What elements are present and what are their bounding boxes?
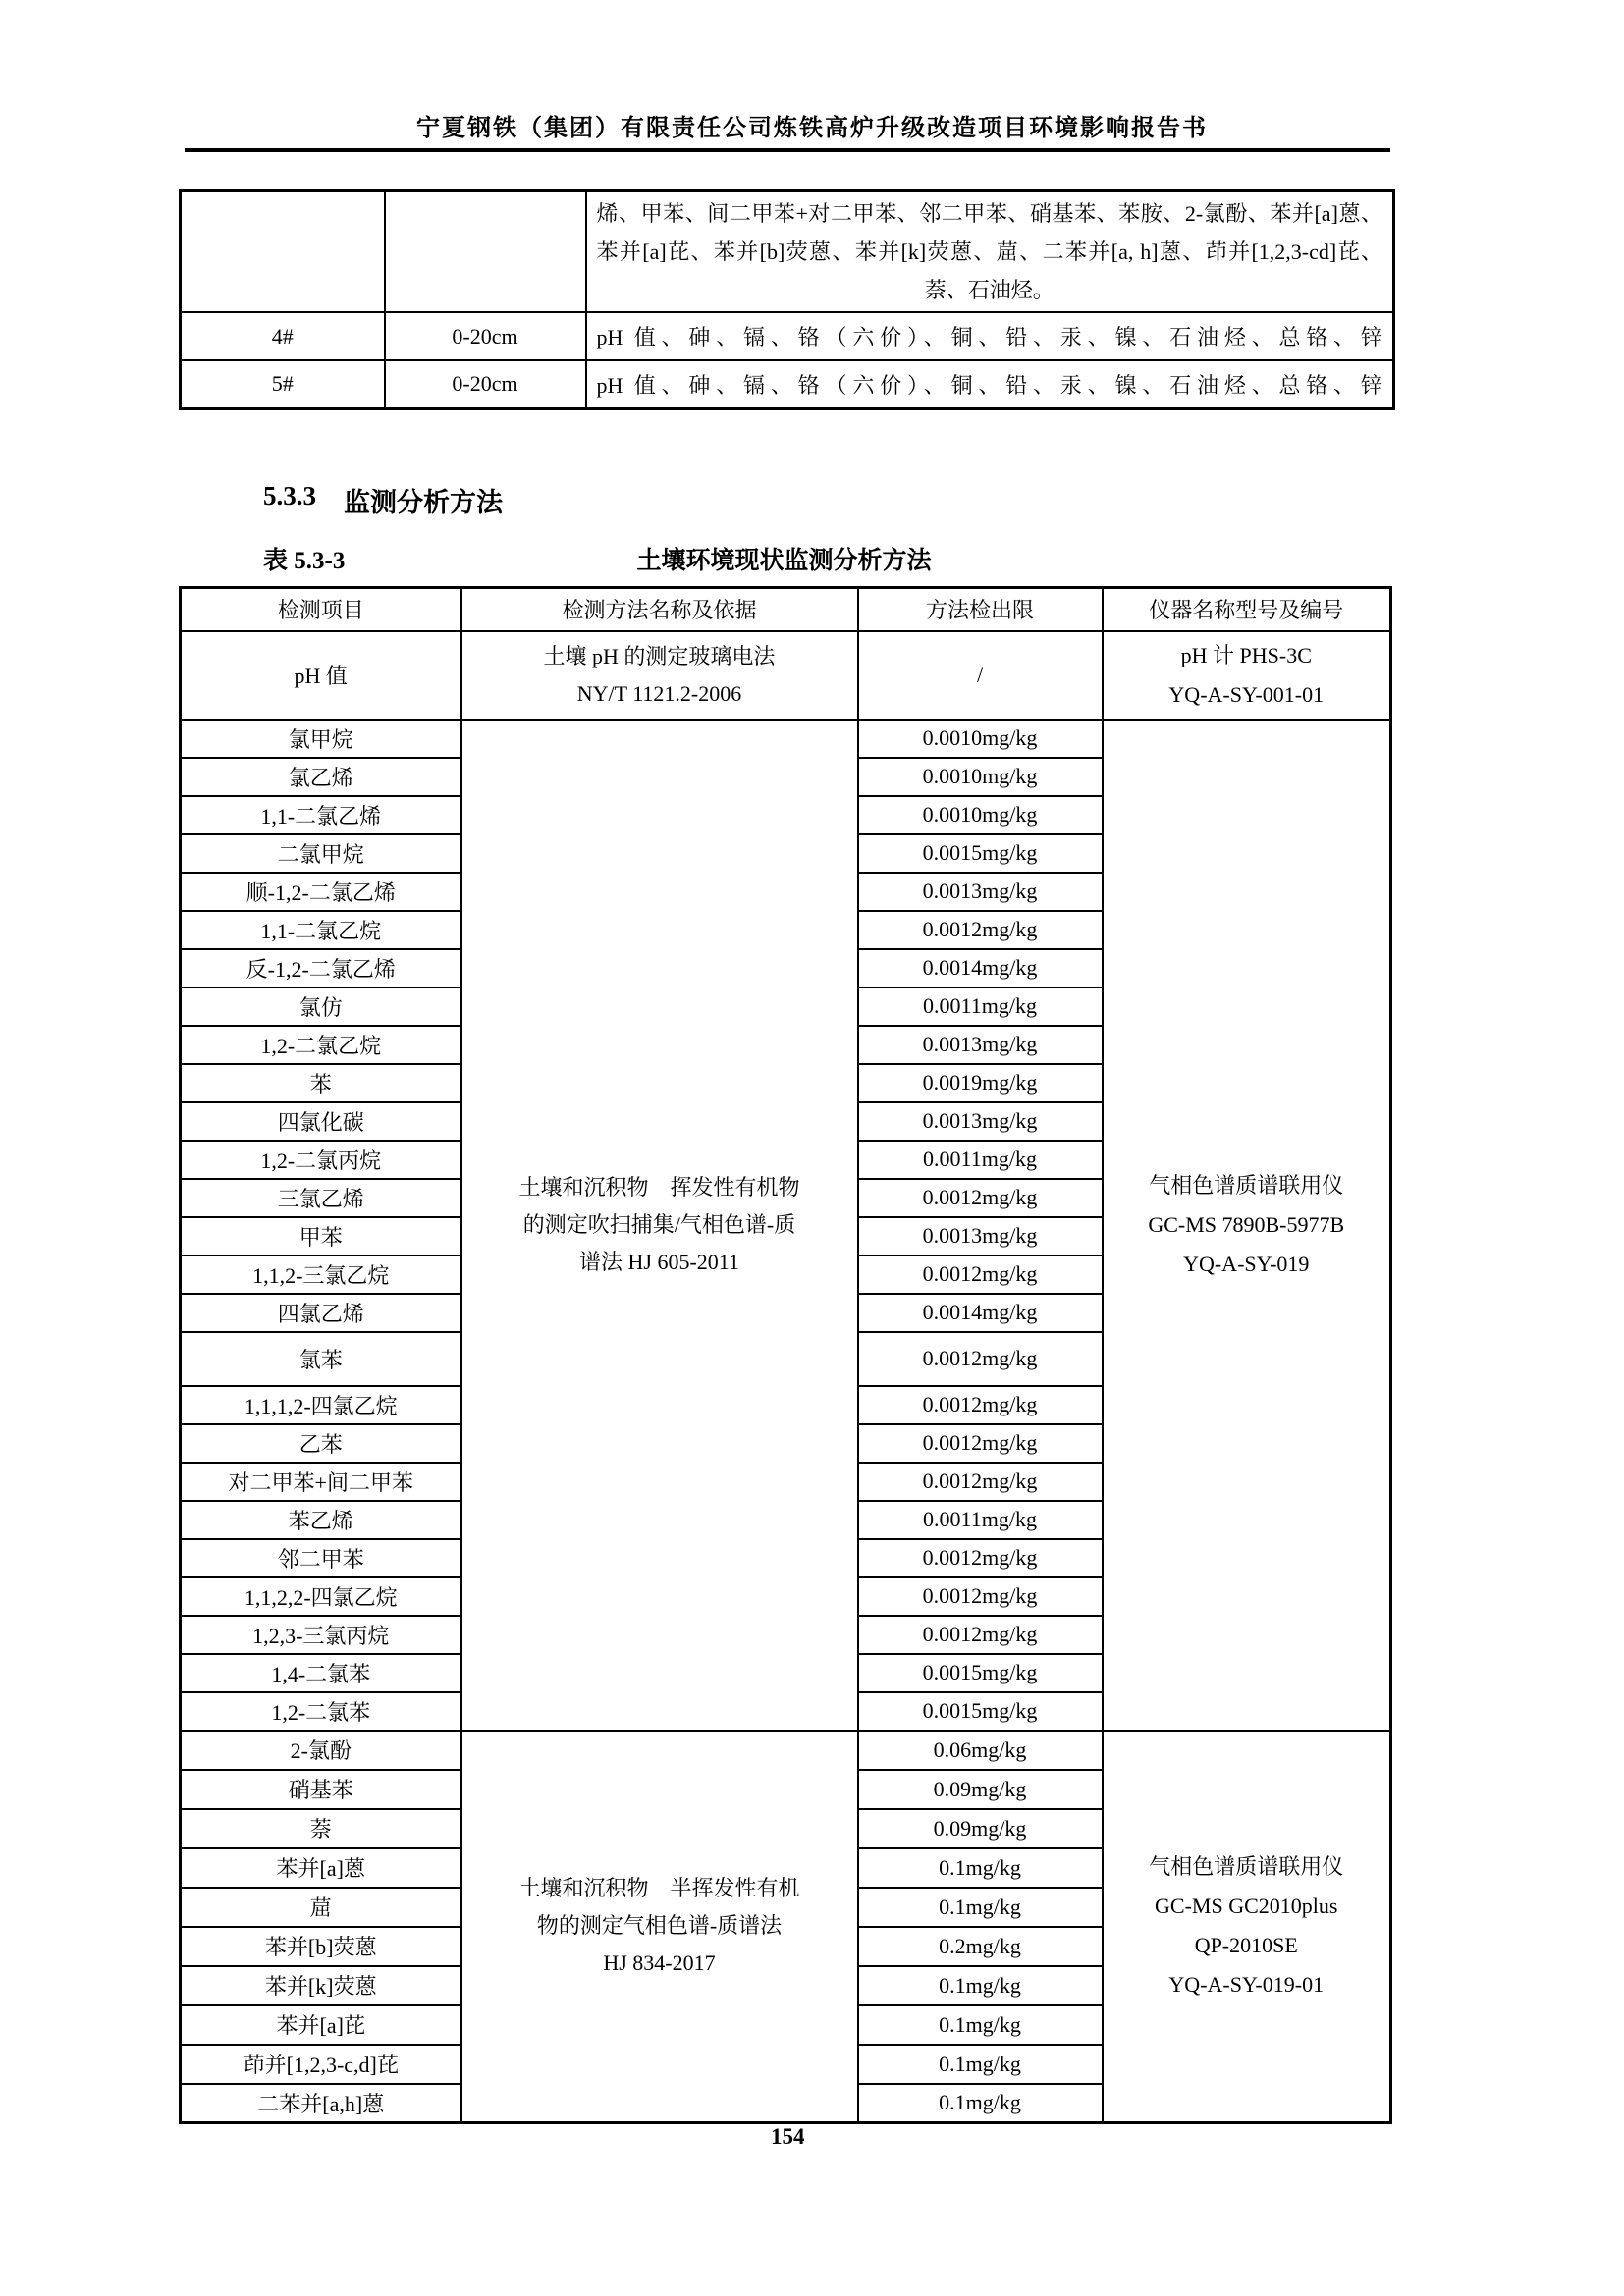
item-cell: 对二甲苯+间二甲苯 — [181, 1463, 461, 1501]
method-line: HJ 834-2017 — [603, 1950, 716, 1976]
table-row — [181, 312, 1394, 360]
col-header-method: 检测方法名称及依据 — [461, 588, 858, 631]
item-cell: 二氯甲烷 — [181, 834, 461, 873]
limit-cell: 0.0012mg/kg — [858, 1179, 1103, 1217]
limit-cell: 0.0015mg/kg — [858, 1654, 1103, 1692]
table-caption-label: 表 5.3-3 — [263, 548, 346, 574]
table-header-row — [181, 588, 1391, 631]
method-line: 土壤和沉积物 半挥发性有机 — [518, 1876, 800, 1901]
method-cell — [461, 631, 858, 720]
limit-cell: 0.0012mg/kg — [858, 1255, 1103, 1294]
limit-cell: 0.0012mg/kg — [858, 1616, 1103, 1654]
voc-instrument-cell — [1103, 720, 1391, 1731]
limit-cell: 0.0013mg/kg — [858, 1026, 1103, 1064]
limit-cell: 0.0012mg/kg — [858, 1539, 1103, 1577]
limit-cell: 0.0015mg/kg — [858, 1692, 1103, 1731]
depth-cell — [385, 191, 586, 313]
col-header-limit: 方法检出限 — [858, 588, 1103, 631]
svoc-method-cell — [461, 1731, 858, 2123]
table-row — [181, 720, 1391, 758]
limit-cell: 0.0012mg/kg — [858, 911, 1103, 949]
item-cell: 苯并[b]荧蒽 — [181, 1927, 461, 1966]
limit-cell: 0.0012mg/kg — [858, 1424, 1103, 1463]
instrument-line: 气相色谱质谱联用仪 — [1149, 1172, 1344, 1198]
header-rule — [185, 148, 1390, 152]
item-cell: 苯并[k]荧蒽 — [181, 1966, 461, 2005]
section-heading — [263, 481, 503, 519]
limit-cell: 0.0015mg/kg — [858, 834, 1103, 873]
limit-cell: 0.06mg/kg — [858, 1731, 1103, 1770]
item-cell: 1,2-二氯丙烷 — [181, 1141, 461, 1179]
limit-cell: 0.1mg/kg — [858, 1966, 1103, 2005]
svoc-instrument-cell — [1103, 1731, 1391, 2123]
section-number: 5.3.3 — [263, 481, 316, 510]
limit-cell: 0.0010mg/kg — [858, 720, 1103, 758]
item-cell: 硝基苯 — [181, 1770, 461, 1809]
item-cell: 氯苯 — [181, 1332, 461, 1386]
item-cell: 1,1-二氯乙烯 — [181, 796, 461, 834]
sample-id-cell: 4# — [181, 312, 385, 360]
limit-cell: 0.0010mg/kg — [858, 796, 1103, 834]
method-line: 土壤 pH 的测定玻璃电法 — [543, 643, 776, 668]
analysis-items-cell: pH 值、砷、镉、铬（六价）、铜、铅、汞、镍、石油烃、总铬、锌 — [586, 312, 1394, 360]
item-cell: 乙苯 — [181, 1424, 461, 1463]
limit-cell: 0.0013mg/kg — [858, 1102, 1103, 1141]
item-cell: 1,2,3-三氯丙烷 — [181, 1616, 461, 1654]
item-cell: 苯 — [181, 1064, 461, 1102]
page-number: 154 — [770, 2124, 805, 2149]
limit-cell: 0.0013mg/kg — [858, 1217, 1103, 1255]
method-line: 物的测定气相色谱-质谱法 — [536, 1913, 783, 1939]
monitoring-methods-table — [179, 586, 1392, 2124]
instrument-line: QP-2010SE — [1194, 1933, 1298, 1958]
item-cell: 苯并[a]芘 — [181, 2005, 461, 2045]
limit-cell: 0.0011mg/kg — [858, 988, 1103, 1026]
item-cell: 顺-1,2-二氯乙烯 — [181, 873, 461, 911]
limit-cell: 0.0012mg/kg — [858, 1332, 1103, 1386]
table-row-ph — [181, 631, 1391, 720]
limit-cell: 0.0019mg/kg — [858, 1064, 1103, 1102]
limit-cell: / — [858, 631, 1103, 720]
item-cell: 氯乙烯 — [181, 758, 461, 796]
instrument-line: GC-MS GC2010plus — [1155, 1894, 1338, 1919]
page-header-title: 宁夏钢铁（集团）有限责任公司炼铁高炉升级改造项目环境影响报告书 — [416, 116, 1208, 141]
item-cell: pH 值 — [181, 631, 461, 720]
method-line: 的测定吹扫捕集/气相色谱-质 — [522, 1211, 796, 1237]
depth-cell: 0-20cm — [385, 360, 586, 408]
instrument-line: YQ-A-SY-019-01 — [1168, 1972, 1325, 1998]
item-cell: 邻二甲苯 — [181, 1539, 461, 1577]
item-cell: 1,2-二氯乙烷 — [181, 1026, 461, 1064]
limit-cell: 0.0014mg/kg — [858, 1294, 1103, 1332]
table-row — [181, 191, 1394, 313]
item-cell: 萘 — [181, 1809, 461, 1848]
table-caption — [179, 541, 1389, 576]
item-cell: 三氯乙烯 — [181, 1179, 461, 1217]
method-line: 土壤和沉积物 挥发性有机物 — [518, 1174, 800, 1200]
table-row — [181, 1731, 1391, 1770]
limit-cell: 0.0014mg/kg — [858, 949, 1103, 988]
limit-cell: 0.0011mg/kg — [858, 1141, 1103, 1179]
instrument-line: GC-MS 7890B-5977B — [1148, 1211, 1345, 1237]
item-cell: 1,1,1,2-四氯乙烷 — [181, 1386, 461, 1424]
limit-cell: 0.09mg/kg — [858, 1809, 1103, 1848]
sample-id-cell: 5# — [181, 360, 385, 408]
item-cell: 二苯并[a,h]蒽 — [181, 2084, 461, 2123]
item-cell: 1,1,2,2-四氯乙烷 — [181, 1577, 461, 1616]
limit-cell: 0.09mg/kg — [858, 1770, 1103, 1809]
section-title: 监测分析方法 — [344, 488, 503, 517]
sample-id-cell — [181, 191, 385, 313]
item-cell: 1,1,2-三氯乙烷 — [181, 1255, 461, 1294]
soil-sampling-table — [179, 189, 1395, 410]
item-cell: 苯并[a]蒽 — [181, 1848, 461, 1888]
item-cell: 反-1,2-二氯乙烯 — [181, 949, 461, 988]
item-cell: 四氯化碳 — [181, 1102, 461, 1141]
method-line: NY/T 1121.2-2006 — [576, 680, 742, 706]
limit-cell: 0.0012mg/kg — [858, 1386, 1103, 1424]
depth-cell: 0-20cm — [385, 312, 586, 360]
item-cell: 氯仿 — [181, 988, 461, 1026]
method-line: 谱法 HJ 605-2011 — [579, 1249, 739, 1274]
instrument-line: YQ-A-SY-001-01 — [1168, 681, 1325, 707]
item-cell: 䓛 — [181, 1888, 461, 1927]
limit-cell: 0.0011mg/kg — [858, 1501, 1103, 1539]
limit-cell: 0.0012mg/kg — [858, 1577, 1103, 1616]
col-header-item: 检测项目 — [181, 588, 461, 631]
item-cell: 1,4-二氯苯 — [181, 1654, 461, 1692]
limit-cell: 0.1mg/kg — [858, 1888, 1103, 1927]
limit-cell: 0.1mg/kg — [858, 2005, 1103, 2045]
limit-cell: 0.1mg/kg — [858, 1848, 1103, 1888]
item-cell: 2-氯酚 — [181, 1731, 461, 1770]
analysis-items-cell: 烯、甲苯、间二甲苯+对二甲苯、邻二甲苯、硝基苯、苯胺、2-氯酚、苯并[a]蒽、苯并[a]芘、苯并[b]荧蒽、苯并[k]荧蒽、䓛、二苯并[a, h]蒽、茚并[1,2,3-cd]芘、萘、石油烃。 — [586, 191, 1394, 313]
item-cell: 1,1-二氯乙烷 — [181, 911, 461, 949]
limit-cell: 0.2mg/kg — [858, 1927, 1103, 1966]
analysis-items-cell: pH 值、砷、镉、铬（六价）、铜、铅、汞、镍、石油烃、总铬、锌 — [586, 360, 1394, 408]
instrument-line: pH 计 PHS-3C — [1180, 642, 1312, 667]
item-cell: 甲苯 — [181, 1217, 461, 1255]
item-cell: 苯乙烯 — [181, 1501, 461, 1539]
item-cell: 四氯乙烯 — [181, 1294, 461, 1332]
limit-cell: 0.1mg/kg — [858, 2084, 1103, 2123]
table-caption-title: 土壤环境现状监测分析方法 — [636, 548, 932, 574]
voc-method-cell — [461, 720, 858, 1731]
item-cell: 茚并[1,2,3-c,d]芘 — [181, 2045, 461, 2084]
item-cell: 氯甲烷 — [181, 720, 461, 758]
instrument-line: YQ-A-SY-019 — [1183, 1251, 1310, 1276]
item-cell: 1,2-二氯苯 — [181, 1692, 461, 1731]
col-header-instrument: 仪器名称型号及编号 — [1103, 588, 1391, 631]
limit-cell: 0.0013mg/kg — [858, 873, 1103, 911]
limit-cell: 0.0012mg/kg — [858, 1463, 1103, 1501]
instrument-line: 气相色谱质谱联用仪 — [1149, 1854, 1344, 1880]
limit-cell: 0.0010mg/kg — [858, 758, 1103, 796]
limit-cell: 0.1mg/kg — [858, 2045, 1103, 2084]
instrument-cell — [1103, 631, 1391, 720]
table-row — [181, 360, 1394, 408]
